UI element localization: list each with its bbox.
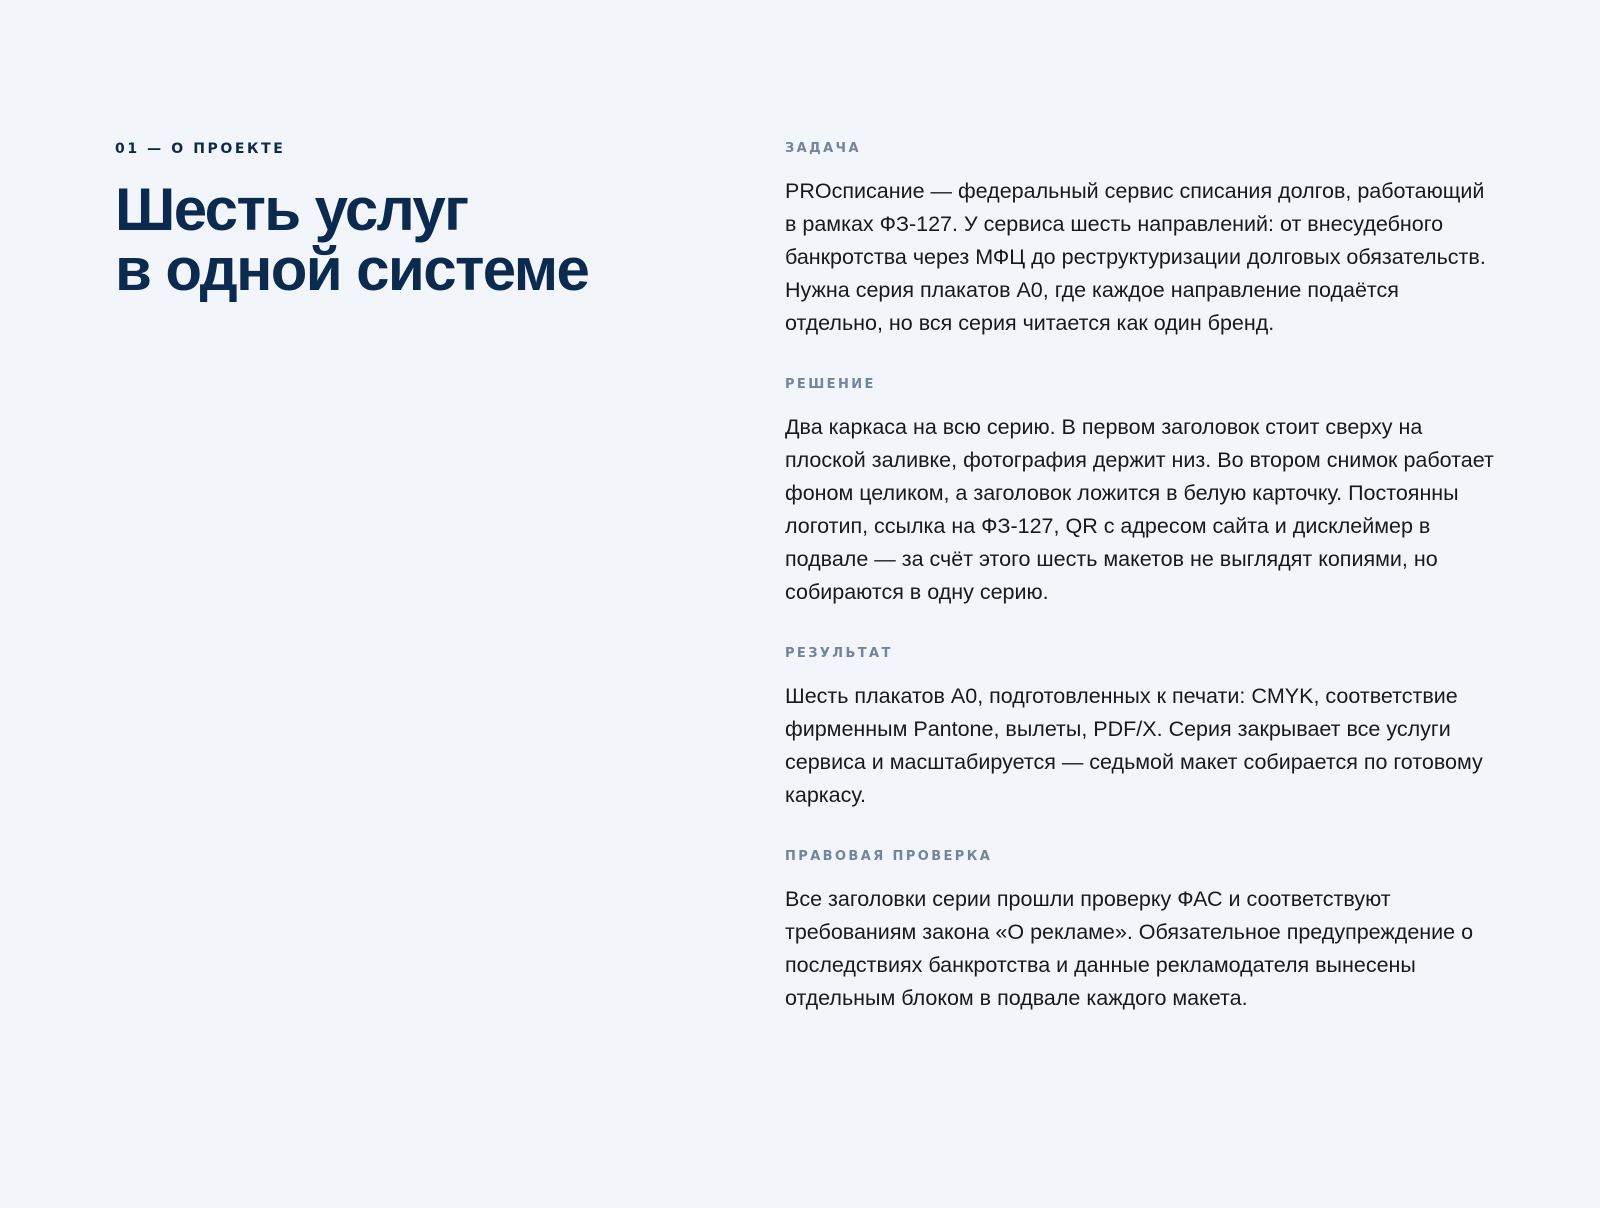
page-title-line-2: в одной системе	[115, 236, 589, 303]
section-result-label: РЕЗУЛЬТАТ	[785, 646, 893, 661]
section-legal-review	[785, 848, 1495, 1015]
section-solution-text: Два каркаса на всю серию. В первом заголовок стоит сверху на плоской заливке, фотография держит низ. Во втором снимок работает фоном целиком, а заголовок ложится в белую карточку. Постоянны логотип, ссылка на ФЗ-127, QR с адресом сайта и дисклеймер в подвале — за счёт этого шесть макетов не выглядят копиями, но собираются в одну серию.	[785, 415, 1494, 604]
details-column	[785, 140, 1495, 1051]
section-legal-review-label: ПРАВОВАЯ ПРОВЕРКА	[785, 849, 993, 864]
section-solution-label: РЕШЕНИЕ	[785, 377, 876, 392]
section-task-text: PROсписание — федеральный сервис списания долгов, работающий в рамках ФЗ-127. У сервиса шесть направлений: от внесудебного банкротства через МФЦ до реструктуризации долговых обязательств. Нужна серия плакатов А0, где каждое направление подаётся отдельно, но вся серия читается как один бренд.	[785, 179, 1486, 335]
section-solution	[785, 376, 1495, 609]
page-title-line-1: Шесть услуг	[115, 176, 468, 243]
section-number-label: 01 — О ПРОЕКТЕ	[115, 141, 286, 157]
section-task-label: ЗАДАЧА	[785, 141, 861, 156]
page-title	[115, 176, 675, 303]
section-task	[785, 140, 1495, 340]
intro-column	[115, 140, 675, 303]
section-result-text: Шесть плакатов А0, подготовленных к печати: CMYK, соответствие фирменным Pantone, вылеты, PDF/X. Серия закрывает все услуги сервиса и масштабируется — седьмой макет собирается по готовому каркасу.	[785, 684, 1483, 807]
section-result	[785, 645, 1495, 812]
section-legal-review-text: Все заголовки серии прошли проверку ФАС и соответствуют требованиям закона «О рекламе». Обязательное предупреждение о последствиях банкротства и данные рекламодателя вынесены отдельным блоком в подвале каждого макета.	[785, 887, 1474, 1010]
